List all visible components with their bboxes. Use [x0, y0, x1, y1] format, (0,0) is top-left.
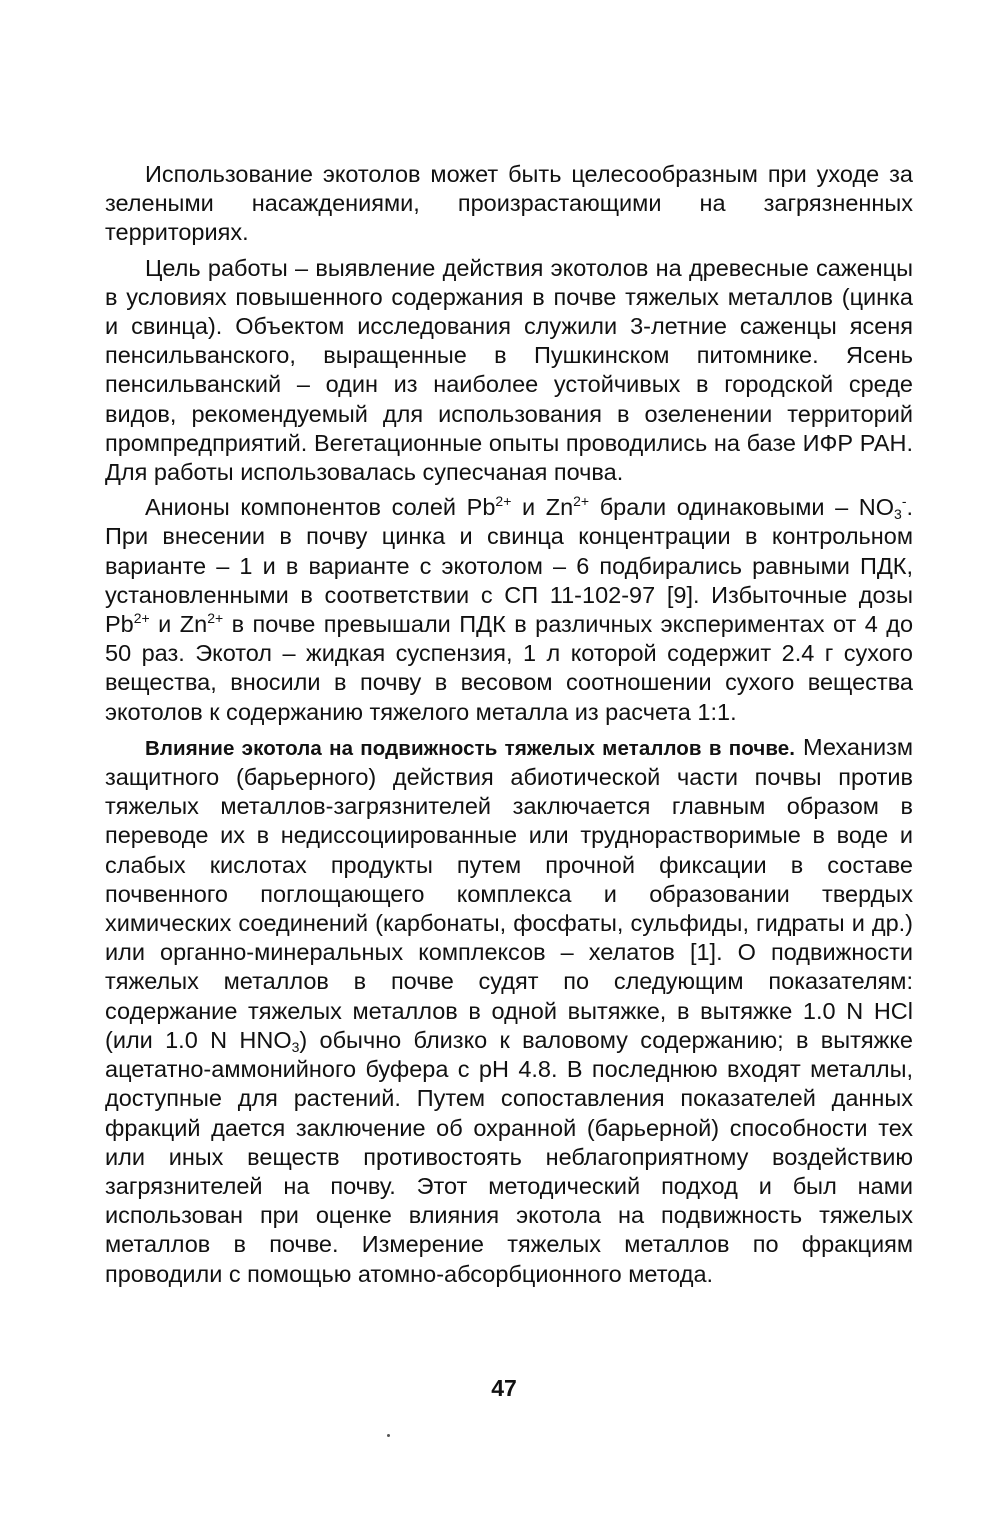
text-run: и Zn: [511, 494, 574, 521]
acid-subscript: 3: [291, 1038, 300, 1055]
text-run: и Zn: [149, 611, 208, 638]
paragraph-mobility: [105, 733, 913, 1289]
paragraph-anions: [105, 493, 913, 727]
text-run: в почве превышали ПДК в различных экспериментах от 4 до 50 раз. Экотол – жидкая суспензия, 1 л которой содержит 2.4 г сухого вещества, вносили в почву в весовом соотношении сухого вещества экотолов к содержанию тяжелого металла из расчета 1:1.: [105, 611, 914, 725]
nitrate-subscript: 3: [894, 506, 902, 523]
ion-charge: 2+: [133, 610, 150, 627]
section-heading: Влияние экотола на подвижность тяжелых металлов в почве.: [145, 736, 796, 760]
text-run: брали одинаковыми – NO: [589, 494, 895, 521]
page-body: [105, 160, 913, 1295]
print-speck: [387, 1434, 390, 1437]
ion-charge: 2+: [207, 610, 224, 627]
text-run: Механизм защитного (барьерного) действия абиотической части почвы против тяжелых металлов-загрязнителей заключается главным образом в переводе их в недиссоциированные или труднорастворимые в воде и слабых кислотах продукты путем прочной фиксации в составе почвенного поглощающего комплекса и образовании твердых химических соединений (карбонаты, фосфаты, сульфиды, гидраты и др.) или органно-минеральных комплексов – хелатов [1]. О подвижности тяжелых металлов в почве судят по следующим показателям: содержание тяжелых металлов в одной вытяжке, в вытяжке 1.0 N HCl (или 1.0 N HNO: [105, 733, 914, 1053]
ion-charge: 2+: [495, 493, 512, 510]
text-run: ) обычно близко к валовому содержанию; в вытяжке ацетатно-аммонийного буфера с рН 4.8. В последнюю входят металлы, доступные для растений. Путем сопоставления показателей данных фракций дается заключение об охранной (барьерной) способности тех или иных веществ противостоять неблагоприятному воздействию загрязнителей на почву. Этот методический подход и был нами использован при оценке влияния экотола на подвижность тяжелых металлов в почве. Измерение тяжелых металлов по фракциям проводили с помощью атомно-абсорбционного метода.: [105, 1026, 913, 1287]
nitrate-charge: -: [901, 493, 907, 510]
text-run: . При внесении в почву цинка и свинца концентрации в контрольном варианте – 1 и в варианте с экотолом – 6 подбирались равными ПДК, установленными в соответствии с СП 11-102-97 [9]. Избыточные дозы Pb: [105, 494, 914, 638]
paragraph-ecotol-use: Использование экотолов может быть целесообразным при уходе за зелеными насаждениями, произрастающими на загрязненных территориях.: [105, 161, 913, 246]
paragraph-work-goal: Цель работы – выявление действия экотолов на древесные саженцы в условиях повышенного содержания в почве тяжелых металлов (цинка и свинца). Объектом исследования служили 3-летние саженцы ясеня пенсильванского, выращенные в Пушкинском питомнике. Ясень пенсильванский – один из наиболее устойчивых в городской среде видов, рекомендуемый для использования в озеленении территорий промпредприятий. Вегетационные опыты проводились на базе ИФР РАН. Для работы использовалась супесчаная почва.: [105, 254, 913, 486]
ion-charge: 2+: [573, 493, 590, 510]
text-run: Анионы компонентов солей Pb: [145, 494, 496, 521]
page-number: 47: [491, 1375, 517, 1401]
